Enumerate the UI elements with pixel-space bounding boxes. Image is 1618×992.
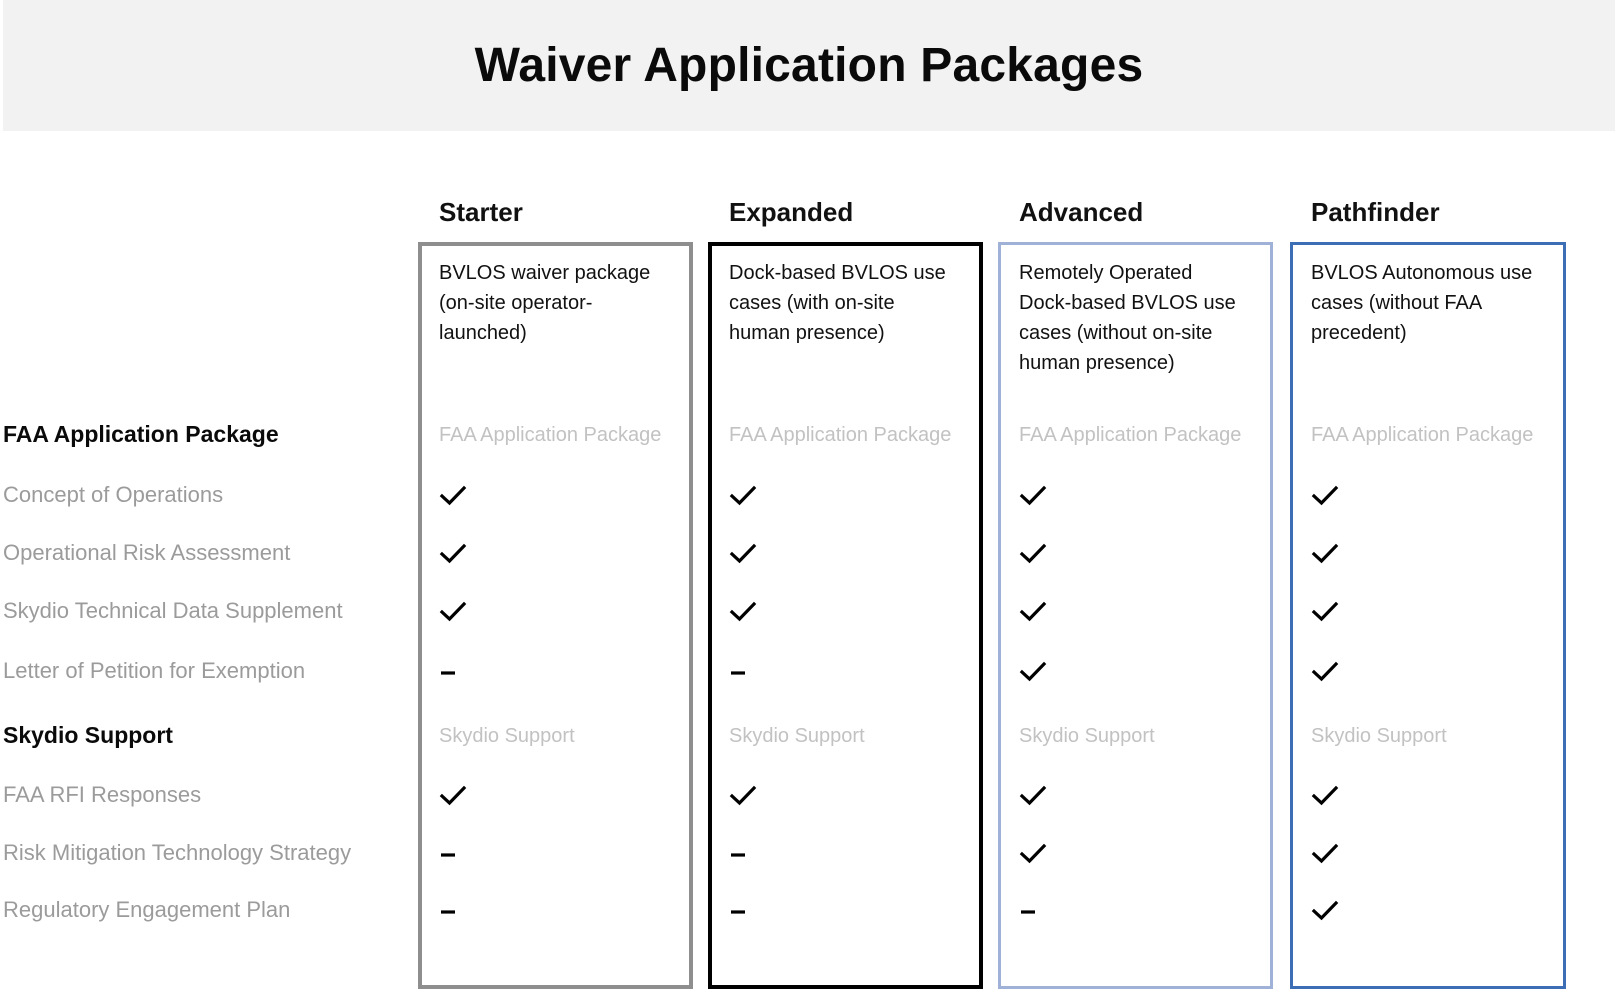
checkmark-icon: [1311, 785, 1339, 807]
section-ghost-label: FAA Application Package: [1019, 424, 1242, 446]
section-ghost-label: FAA Application Package: [439, 424, 662, 446]
section-ghost-label: Skydio Support: [1019, 725, 1155, 747]
plan-name: Pathfinder: [1311, 197, 1440, 227]
checkmark-icon: [1019, 843, 1047, 865]
plan-name: Expanded: [729, 197, 854, 227]
row-label: Skydio Technical Data Supplement: [3, 598, 343, 623]
checkmark-icon: [1019, 661, 1047, 683]
checkmark-icon: [439, 485, 467, 507]
row-label: Concept of Operations: [3, 482, 224, 507]
dash-icon: [439, 900, 467, 922]
section-ghost-label: Skydio Support: [1311, 725, 1447, 747]
checkmark-icon: [439, 785, 467, 807]
checkmark-icon: [1311, 843, 1339, 865]
checkmark-icon: [1019, 543, 1047, 565]
checkmark-icon: [439, 543, 467, 565]
section-ghost-label: Skydio Support: [439, 725, 575, 747]
header-banner: [3, 0, 1615, 131]
dash-icon: [729, 843, 757, 865]
checkmark-icon: [729, 485, 757, 507]
checkmark-icon: [729, 601, 757, 623]
checkmark-icon: [1311, 485, 1339, 507]
checkmark-icon: [439, 601, 467, 623]
plan-description: BVLOS Autonomous use cases (without FAA precedent): [1311, 262, 1533, 344]
checkmark-icon: [1019, 485, 1047, 507]
checkmark-icon: [1311, 601, 1339, 623]
plan-name: Advanced: [1019, 197, 1144, 227]
row-label: FAA RFI Responses: [3, 782, 202, 807]
checkmark-icon: [1019, 601, 1047, 623]
checkmark-icon: [729, 785, 757, 807]
plan-description: Dock-based BVLOS use cases (with on-site human presence): [729, 262, 946, 344]
row-label: Operational Risk Assessment: [3, 540, 291, 565]
row-label: Risk Mitigation Technology Strategy: [3, 840, 352, 865]
row-label: Letter of Petition for Exemption: [3, 658, 306, 683]
page-title: Waiver Application Packages: [474, 39, 1144, 92]
checkmark-icon: [729, 543, 757, 565]
plan-name: Starter: [439, 197, 523, 227]
plan-description: BVLOS waiver package (on-site operator-launched): [439, 262, 651, 344]
section-ghost-label: FAA Application Package: [1311, 424, 1534, 446]
checkmark-icon: [1311, 900, 1339, 922]
dash-icon: [439, 661, 467, 683]
dash-icon: [729, 661, 757, 683]
section-ghost-label: Skydio Support: [729, 725, 865, 747]
section-heading: Skydio Support: [3, 722, 173, 748]
checkmark-icon: [1311, 661, 1339, 683]
row-label: Regulatory Engagement Plan: [3, 897, 291, 922]
dash-icon: [729, 900, 757, 922]
section-heading: FAA Application Package: [3, 421, 279, 447]
checkmark-icon: [1311, 543, 1339, 565]
plan-description: Remotely Operated Dock-based BVLOS use cases (without on-site human presence): [1019, 262, 1236, 374]
dash-icon: [1019, 900, 1047, 922]
section-ghost-label: FAA Application Package: [729, 424, 952, 446]
dash-icon: [439, 843, 467, 865]
checkmark-icon: [1019, 785, 1047, 807]
